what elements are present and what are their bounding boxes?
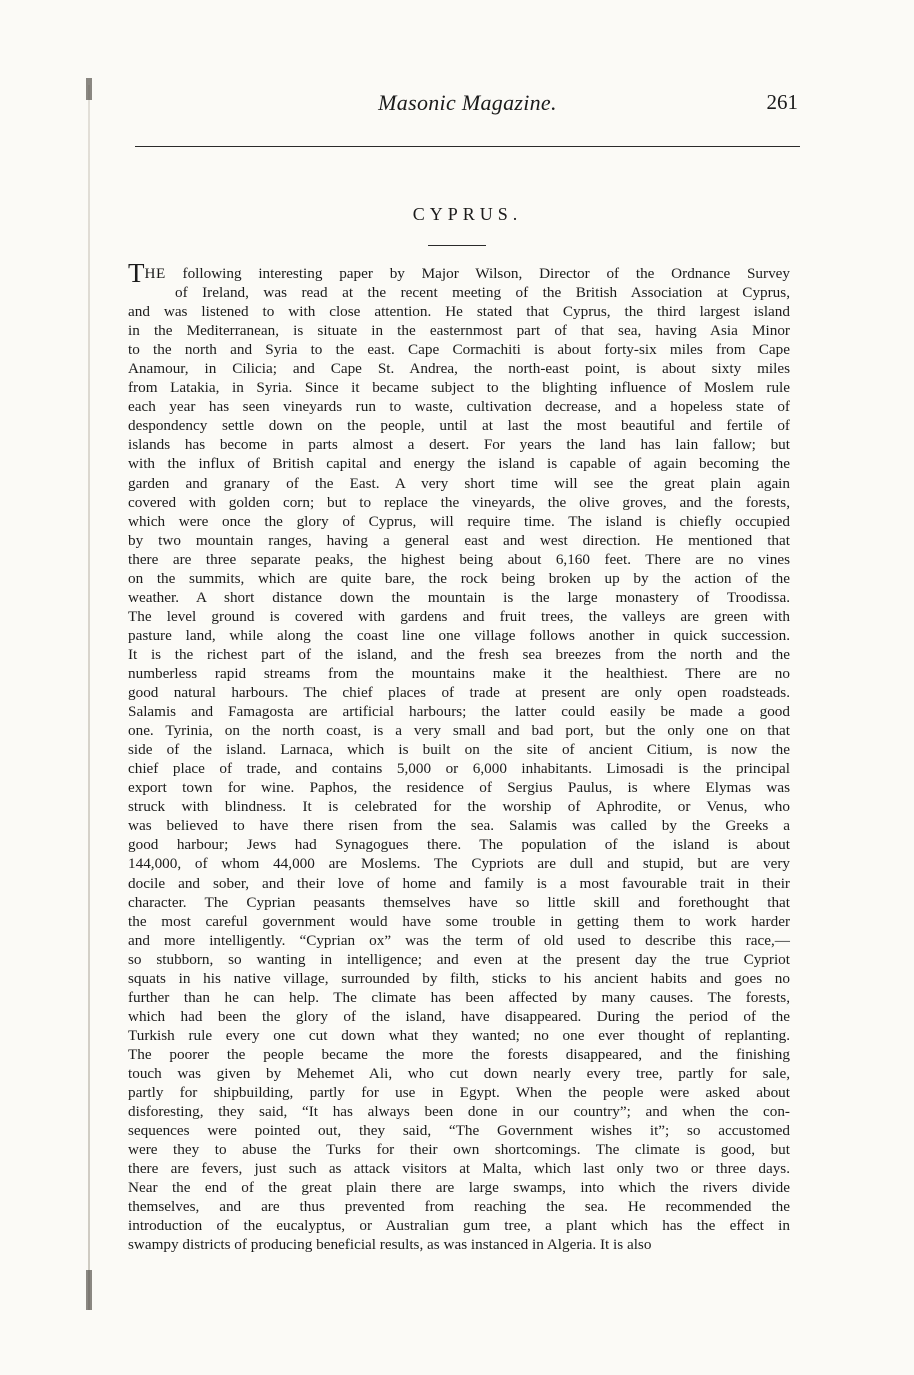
- text-line: and was listened to with close attention. He stated that Cyprus, the third largest island: [128, 303, 790, 321]
- text-line: The poorer the people became the more the forests disappeared, and the finishing: [128, 1045, 790, 1063]
- text-line: disforesting, they said, “It has always been done in our country”; and when the con-: [128, 1103, 790, 1121]
- text-line: good natural harbours. The chief places of trade at present are only open roadsteads.: [128, 684, 790, 702]
- text-line: squats in his native village, surrounded by filth, sticks to his ancient habits and goes no: [128, 969, 790, 987]
- text-line: 144,000, of whom 44,000 are Moslems. The Cypriots are dull and stupid, but are very: [128, 855, 790, 873]
- text-line: the most careful government would have some trouble in getting them to work harder: [128, 912, 790, 930]
- text-line: swampy districts of producing beneficial results, as was instanced in Algeria. It is also: [128, 1236, 652, 1254]
- title-rule: [428, 245, 486, 246]
- text-line: touch was given by Mehemet Ali, who cut down nearly every tree, partly for sale,: [128, 1064, 790, 1082]
- header-rule: [135, 146, 800, 147]
- running-head: Masonic Magazine.: [378, 90, 557, 115]
- text-line: on the summits, which are quite bare, the rock being broken up by the action of the: [128, 569, 790, 587]
- text-line: by two mountain ranges, having a general east and west direction. He mentioned that: [128, 531, 790, 549]
- binding-edge: [88, 85, 90, 1310]
- text-line: which were once the glory of Cyprus, will require time. The island is chiefly occupied: [128, 512, 790, 530]
- text-line: The level ground is covered with gardens and fruit trees, the valleys are green with: [128, 607, 790, 625]
- page-header: [135, 82, 800, 122]
- text-line: of Ireland, was read at the recent meeting of the British Association at Cyprus,: [175, 284, 790, 302]
- text-line: further than he can help. The climate has been affected by many causes. The forests,: [128, 988, 790, 1006]
- text-line: character. The Cyprian peasants themselves have so little skill and forethought that: [128, 893, 790, 911]
- text-line: docile and sober, and their love of home and family is a most favourable trait in their: [128, 874, 790, 892]
- text-line: which had been the glory of the island, have disappeared. During the period of the: [128, 1007, 790, 1025]
- text-line: was believed to have there risen from the sea. Salamis was called by the Greeks a: [128, 817, 790, 835]
- text-line: so stubborn, so wanting in intelligence; and even at the present day the true Cypriot: [128, 950, 790, 968]
- article-title: CYPRUS.: [412, 204, 523, 224]
- text-line: Anamour, in Cilicia; and Cape St. Andrea, the north-east point, is about sixty miles: [128, 360, 790, 378]
- text-line: were they to abuse the Turks for their own shortcomings. The climate is good, but: [128, 1141, 790, 1159]
- text-line: there are three separate peaks, the highest being about 6,160 feet. There are no vines: [128, 550, 790, 568]
- text-line: one. Tyrinia, on the north coast, is a very small and bad port, but the only one on that: [128, 722, 790, 740]
- text-line: from Latakia, in Syria. Since it became subject to the blighting influence of Moslem rule: [128, 379, 790, 397]
- text-line: It is the richest part of the island, and the fresh sea breezes from the north and the: [128, 645, 790, 663]
- text-line: pasture land, while along the coast line one village follows another in quick succession.: [128, 626, 790, 644]
- text-line: numberless rapid streams from the mountains make it the healthiest. There are no: [128, 664, 790, 682]
- text-line: sequences were pointed out, they said, “The Government wishes it”; so accustomed: [128, 1122, 790, 1140]
- text-line: despondency settle down on the people, until at last the most beautiful and fertile of: [128, 417, 790, 435]
- text-line: partly for shipbuilding, partly for use in Egypt. When the people were asked about: [128, 1084, 790, 1102]
- text-line: export town for wine. Paphos, the residence of Sergius Paulus, is where Elymas was: [128, 779, 790, 797]
- text-line: struck with blindness. It is celebrated for the worship of Aphrodite, or Venus, who: [128, 798, 790, 816]
- text-line: weather. A short distance down the mountain is the large monastery of Troodissa.: [128, 588, 790, 606]
- article-body: [128, 258, 790, 1254]
- text-line: chief place of trade, and contains 5,000 or 6,000 inhabitants. Limosadi is the principal: [128, 760, 790, 778]
- text-line: Turkish rule every one cut down what they wanted; no one ever thought of replanting.: [128, 1026, 790, 1044]
- text-line: in the Mediterranean, is situate in the easternmost part of that sea, having Asia Minor: [128, 322, 790, 340]
- text-line: good harbour; Jews had Synagogues there. The population of the island is about: [128, 836, 790, 854]
- text-line: with the influx of British capital and energy the island is capable of again becoming the: [128, 455, 790, 473]
- text-line: and more intelligently. “Cyprian ox” was the term of old used to describe this race,—: [128, 931, 790, 949]
- text-line: to the north and Syria to the east. Cape Cormachiti is about forty-six miles from Cape: [128, 341, 790, 359]
- text-line: themselves, and are thus prevented from reaching the sea. He recommended the: [128, 1198, 790, 1216]
- binding-mark: [86, 78, 92, 100]
- first-word: HE: [144, 265, 166, 282]
- text-line: each year has seen vineyards run to waste, cultivation decrease, and a hopeless state of: [128, 398, 790, 416]
- text-line: covered with golden corn; but to replace the vineyards, the olive groves, and the forests,: [128, 493, 790, 511]
- binding-mark: [86, 1270, 92, 1310]
- text-line: Salamis and Famagosta are artificial harbours; the latter could easily be made a good: [128, 703, 790, 721]
- drop-cap: T: [128, 258, 145, 288]
- page-number: 261: [766, 90, 798, 114]
- line-text: following interesting paper by Major Wilson, Director of the Ordnance Survey: [165, 265, 790, 282]
- text-line: [128, 258, 790, 288]
- text-line: garden and granary of the East. A very short time will see the great plain again: [128, 474, 790, 492]
- text-line: side of the island. Larnaca, which is built on the site of ancient Citium, is now the: [128, 741, 790, 759]
- text-line: there are fevers, just such as attack visitors at Malta, which last only two or three days.: [128, 1160, 790, 1178]
- text-line: Near the end of the great plain there are large swamps, into which the rivers divide: [128, 1179, 790, 1197]
- text-line: introduction of the eucalyptus, or Australian gum tree, a plant which has the effect in: [128, 1217, 790, 1235]
- text-line: islands has become in parts almost a desert. For years the land has lain fallow; but: [128, 436, 790, 454]
